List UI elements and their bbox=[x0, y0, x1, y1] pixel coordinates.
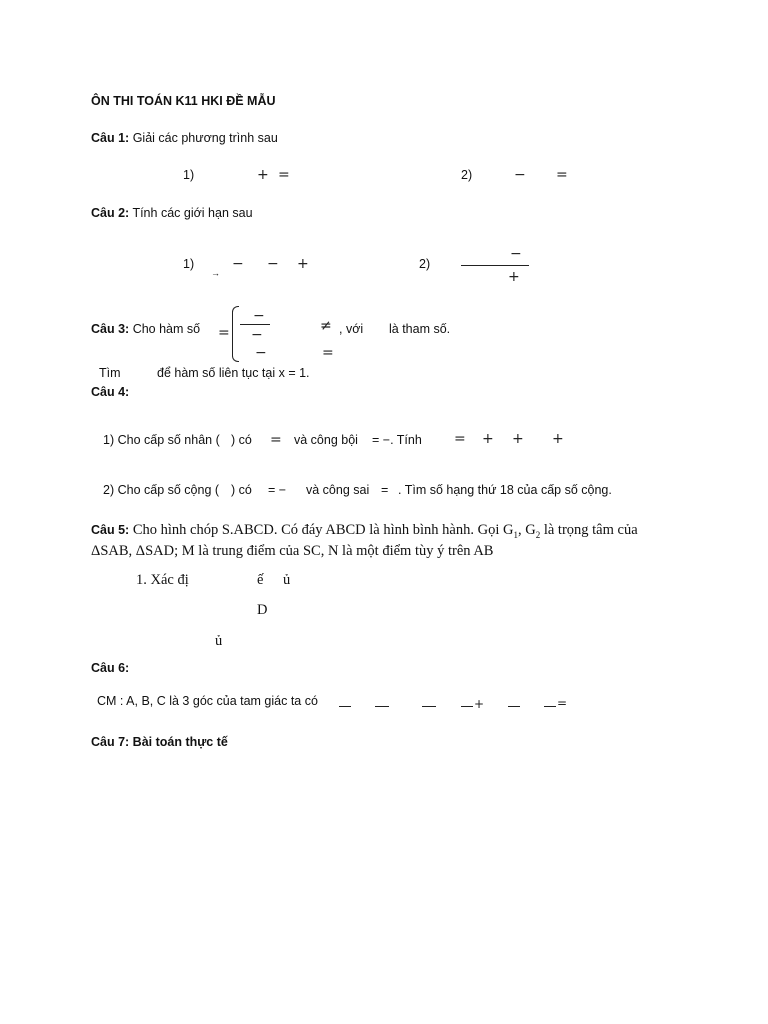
q4-s1-op-equals: = bbox=[454, 431, 466, 447]
q2-part1-op-minus-1: − bbox=[232, 256, 244, 272]
q4-s1-text-d: = −. Tính bbox=[372, 433, 422, 447]
q2-part1-op-minus-2: − bbox=[267, 256, 279, 272]
q4-s2-text-a: 2) Cho cấp số cộng ( bbox=[103, 483, 220, 497]
question-3-label: Câu 3: bbox=[91, 322, 130, 336]
q5-text-1: Cho hình chóp S.ABCD. Có đáy ABCD là hình bình hành. Gọi G bbox=[132, 522, 514, 538]
q3-with-text: , với bbox=[339, 322, 364, 336]
question-1 bbox=[91, 131, 278, 145]
q2-part2-denominator-op: + bbox=[508, 269, 520, 285]
q3-fraction-denominator-op: − bbox=[251, 327, 263, 343]
q2-part1-number: 1) bbox=[183, 257, 195, 271]
q6-fraction-bar-1 bbox=[339, 706, 351, 707]
q2-fraction-bar bbox=[461, 265, 529, 266]
question-7-label: Câu 7: Bài toán thực tế bbox=[91, 735, 228, 749]
q5-comma: , G bbox=[517, 522, 536, 538]
question-5-label: Câu 5: bbox=[91, 523, 130, 537]
q4-s2-text-b: ) có bbox=[231, 483, 252, 497]
q1-part1-op-equals: = bbox=[278, 167, 290, 183]
q4-s1-op-plus-1: + bbox=[482, 431, 494, 447]
q3-piecewise-brace bbox=[232, 306, 239, 362]
q4-s1-op-plus-2: + bbox=[512, 431, 524, 447]
question-4-label: Câu 4: bbox=[91, 385, 130, 399]
q4-s2-equals-2: = bbox=[381, 483, 389, 497]
q1-part2-op-minus: − bbox=[514, 167, 526, 183]
q6-fraction-bar-3 bbox=[422, 706, 436, 707]
question-1-label: Câu 1: bbox=[91, 131, 130, 145]
q4-s2-text-c: và công sai bbox=[306, 483, 370, 497]
q5-fragment-2: ủ bbox=[283, 572, 291, 588]
q4-s1-text-c: và công bội bbox=[294, 433, 358, 447]
q2-limit-arrow: → bbox=[211, 268, 220, 278]
question-5-line-1 bbox=[91, 522, 638, 540]
q5-sub-2: 2 bbox=[535, 529, 541, 540]
q2-part2-numerator-op: − bbox=[510, 246, 522, 262]
q1-part1-op-plus: + bbox=[257, 167, 269, 183]
q3-fraction-bar bbox=[240, 324, 270, 325]
q3-row2-op: − bbox=[255, 345, 267, 361]
q5-sub-1: 1 bbox=[513, 529, 518, 540]
q4-s1-equals: = bbox=[270, 432, 282, 448]
q6-op-equals: = bbox=[557, 696, 568, 710]
q4-s1-op-plus-3: + bbox=[552, 431, 564, 447]
question-2-label: Câu 2: bbox=[91, 206, 130, 220]
q3-parameter-text: là tham số. bbox=[389, 322, 451, 336]
question-2 bbox=[91, 206, 253, 220]
q6-text: CM : A, B, C là 3 góc của tam giác ta có bbox=[97, 694, 318, 708]
question-3-text: Cho hàm số bbox=[132, 322, 201, 336]
q3-condition-not-equal: ≠ bbox=[320, 318, 332, 334]
q4-s1-text-a: 1) Cho cấp số nhân ( bbox=[103, 433, 220, 447]
q6-fraction-bar-4 bbox=[461, 706, 473, 707]
q3-find-rest: để hàm số liên tục tại x = 1. bbox=[157, 366, 310, 380]
q5-fragment-1: ế bbox=[257, 572, 264, 588]
q4-s2-text-d: . Tìm số hạng thứ 18 của cấp số cộng. bbox=[398, 483, 612, 497]
q4-s1-text-b: ) có bbox=[231, 433, 252, 447]
q1-part1-number: 1) bbox=[183, 168, 195, 182]
q3-function-equals: = bbox=[218, 325, 230, 341]
q2-part1-op-plus: + bbox=[297, 256, 309, 272]
q6-fraction-bar-6 bbox=[544, 706, 556, 707]
q3-condition-equals: = bbox=[322, 345, 334, 361]
q2-part2-number: 2) bbox=[419, 257, 431, 271]
question-1-text: Giải các phương trình sau bbox=[132, 131, 278, 145]
q4-s2-equals: = − bbox=[268, 483, 287, 497]
q6-fraction-bar-5 bbox=[508, 706, 520, 707]
question-5-line-2: ΔSAB, ΔSAD; M là trung điểm của SC, N là một điểm tùy ý trên AB bbox=[91, 543, 494, 559]
q6-fraction-bar-2 bbox=[375, 706, 389, 707]
q5-fragment-3: D bbox=[257, 602, 268, 618]
q5-fragment-4: ủ bbox=[215, 633, 223, 649]
question-2-text: Tính các giới hạn sau bbox=[132, 206, 253, 220]
q5-text-1-end: là trọng tâm của bbox=[540, 522, 638, 538]
q1-part2-number: 2) bbox=[461, 168, 473, 182]
question-6-label: Câu 6: bbox=[91, 661, 130, 675]
q3-fraction-numerator-op: − bbox=[253, 308, 265, 324]
q6-op-plus: + bbox=[474, 697, 485, 711]
q5-item-1: 1. Xác đị bbox=[136, 572, 189, 588]
page-title: ÔN THI TOÁN K11 HKI ĐỀ MẪU bbox=[91, 94, 276, 108]
q3-find-text: Tìm bbox=[99, 366, 121, 380]
q1-part2-op-equals: = bbox=[556, 167, 568, 183]
question-3 bbox=[91, 322, 200, 336]
